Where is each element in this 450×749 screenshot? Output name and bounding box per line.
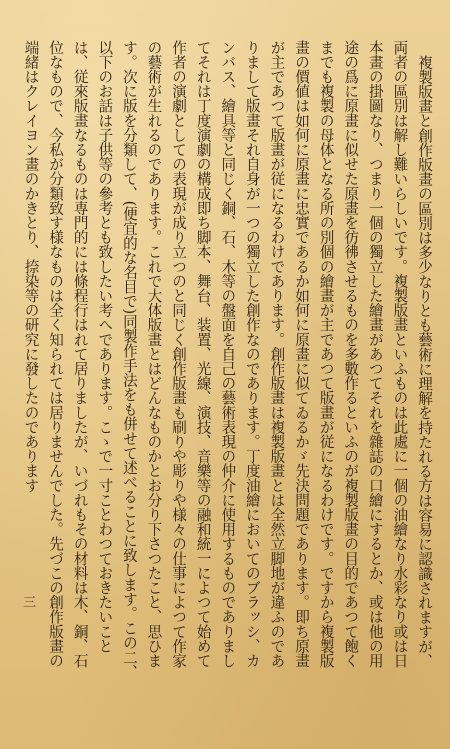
paragraph: 複製版畫と創作版畫の區別は多少なりとも藝術に理解を持たれる方は容易に認識されますが、両者の區別は解し難いらしいです。複製版畫といふものは此處に一個の油繪なり水彩なり或は日本畫の掛圖なり、つまり一個の獨立した繪畫があつてそれを雜誌の口繪にするとか、或は他の用途の爲に原畫に似せた原畫を彷彿させるものを多數作るといふのが複製版畫の目的であつて飽くまでも複製の母体となる所の別個の繪畫が主であつて版畫が従になるわけです。ですから複製版畫の價値は如何に原畫に忠實であるか如何に原畫に似てゐるかゞ先決問題であります。即ち原畫が主であつて版畫が従になるわけであります。創作版畫は複製版畫とは全然立脚地が違ふのでありまして版畫それ自身が一つの獨立した創作なのであります。丁度油繪においてのブラッシ、カンバス、繪具等と同じく銅、石、木等の盤面を自己の藝術表現の仲介に使用するものでありましてそれは丁度演劇の構成即ち脚本、舞台、装置、光線、演技、音樂等の融和統一によつて始めて作者の演劇としての表現が成り立つのと同じく創作版畫も刷りや彫りや様々の仕事によつて作家の藝術が生れるのであります。これで大体版畫とはどんなものかとお分り下さつたこと、思ひます。次に版を分類して、(便宜的な名目で)同製作手法をも併せて述べることに致します。この二、以下のお話は子供等の參考とも致したい考へであります。こゝで一寸ことわつておきたいことは、従來版畫なるものは専門的には條程行はれて居りましたが、いづれもその材料は木、銅、石位なもので、今私が分類致す様なものは全く知られては居りませんでした。先づこの創作版畫の端緒はクレイヨン畫のかきとり、捺染等の研究に發したのであります — [22, 40, 433, 680]
page-number: 三 — [20, 595, 35, 608]
body-text — [22, 40, 436, 680]
